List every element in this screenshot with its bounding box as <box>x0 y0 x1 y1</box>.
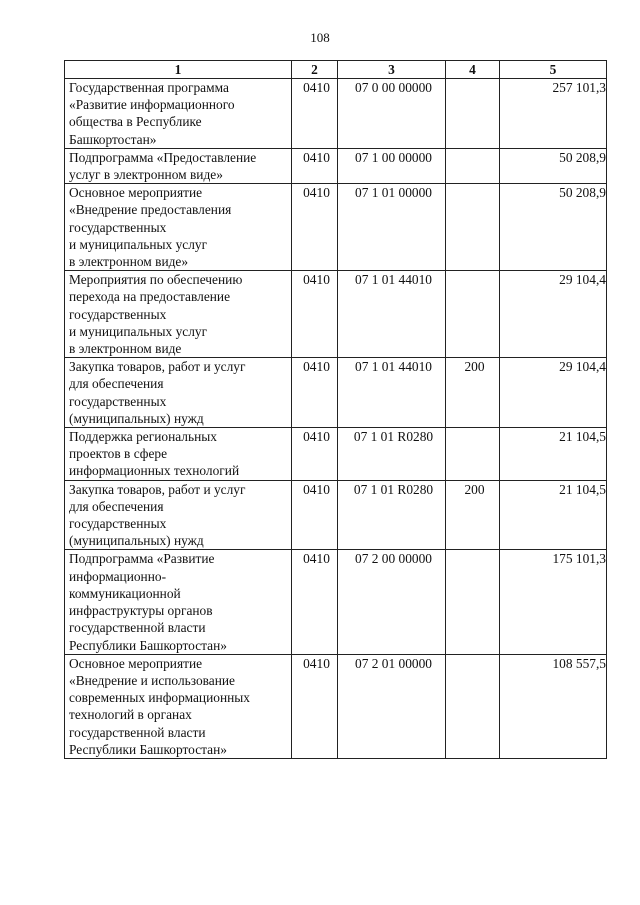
row-amount-cell: 50 208,9 <box>500 148 607 183</box>
table-row <box>65 654 607 758</box>
row-article-cell: 07 2 01 00000 <box>338 654 446 758</box>
row-type-cell <box>446 184 500 271</box>
budget-table <box>64 60 607 759</box>
row-type-cell: 200 <box>446 358 500 428</box>
table-row <box>65 428 607 481</box>
row-section-cell: 0410 <box>292 358 338 428</box>
row-section-cell: 0410 <box>292 428 338 481</box>
row-article-cell: 07 1 01 44010 <box>338 271 446 358</box>
row-section-cell: 0410 <box>292 550 338 654</box>
row-name-cell: Основное мероприятие «Внедрение и использование современных информационных технологий в органах государственной власти Республики Башкортостан» <box>65 654 292 758</box>
row-article-cell: 07 1 01 R0280 <box>338 428 446 481</box>
table-header-row <box>65 61 607 79</box>
row-name-cell: Основное мероприятие «Внедрение предоставления государственных и муниципальных услуг в электронном виде» <box>65 184 292 271</box>
row-section-cell: 0410 <box>292 184 338 271</box>
row-section-cell: 0410 <box>292 271 338 358</box>
table-row <box>65 271 607 358</box>
table-row <box>65 550 607 654</box>
row-amount-cell: 29 104,4 <box>500 358 607 428</box>
column-header-4: 4 <box>446 61 500 79</box>
row-article-cell: 07 1 01 R0280 <box>338 480 446 550</box>
row-name-cell: Закупка товаров, работ и услуг для обеспечения государственных (муниципальных) нужд <box>65 480 292 550</box>
row-amount-cell: 50 208,9 <box>500 184 607 271</box>
row-article-cell: 07 0 00 00000 <box>338 79 446 149</box>
table-row <box>65 148 607 183</box>
row-section-cell: 0410 <box>292 480 338 550</box>
table-row <box>65 184 607 271</box>
row-name-cell: Закупка товаров, работ и услуг для обеспечения государственных (муниципальных) нужд <box>65 358 292 428</box>
row-type-cell <box>446 271 500 358</box>
row-type-cell: 200 <box>446 480 500 550</box>
row-type-cell <box>446 654 500 758</box>
column-header-1: 1 <box>65 61 292 79</box>
budget-table-container <box>64 60 607 759</box>
row-name-cell: Мероприятия по обеспечению перехода на предоставление государственных и муниципальных услуг в электронном виде <box>65 271 292 358</box>
row-section-cell: 0410 <box>292 79 338 149</box>
row-amount-cell: 21 104,5 <box>500 428 607 481</box>
row-section-cell: 0410 <box>292 654 338 758</box>
row-amount-cell: 21 104,5 <box>500 480 607 550</box>
row-amount-cell: 175 101,3 <box>500 550 607 654</box>
row-amount-cell: 108 557,5 <box>500 654 607 758</box>
table-row <box>65 480 607 550</box>
row-article-cell: 07 1 01 00000 <box>338 184 446 271</box>
row-amount-cell: 29 104,4 <box>500 271 607 358</box>
column-header-5: 5 <box>500 61 607 79</box>
table-row <box>65 358 607 428</box>
row-type-cell <box>446 428 500 481</box>
row-article-cell: 07 2 00 00000 <box>338 550 446 654</box>
page-number: 108 <box>310 30 330 45</box>
row-name-cell: Подпрограмма «Предоставление услуг в электронном виде» <box>65 148 292 183</box>
column-header-3: 3 <box>338 61 446 79</box>
row-article-cell: 07 1 01 44010 <box>338 358 446 428</box>
row-type-cell <box>446 79 500 149</box>
row-type-cell <box>446 550 500 654</box>
row-type-cell <box>446 148 500 183</box>
column-header-2: 2 <box>292 61 338 79</box>
row-amount-cell: 257 101,3 <box>500 79 607 149</box>
row-name-cell: Подпрограмма «Развитие информационно- коммуникационной инфраструктуры органов государственной власти Республики Башкортостан» <box>65 550 292 654</box>
row-name-cell: Поддержка региональных проектов в сфере информационных технологий <box>65 428 292 481</box>
row-article-cell: 07 1 00 00000 <box>338 148 446 183</box>
row-section-cell: 0410 <box>292 148 338 183</box>
table-row <box>65 79 607 149</box>
row-name-cell: Государственная программа «Развитие информационного общества в Республике Башкортостан» <box>65 79 292 149</box>
